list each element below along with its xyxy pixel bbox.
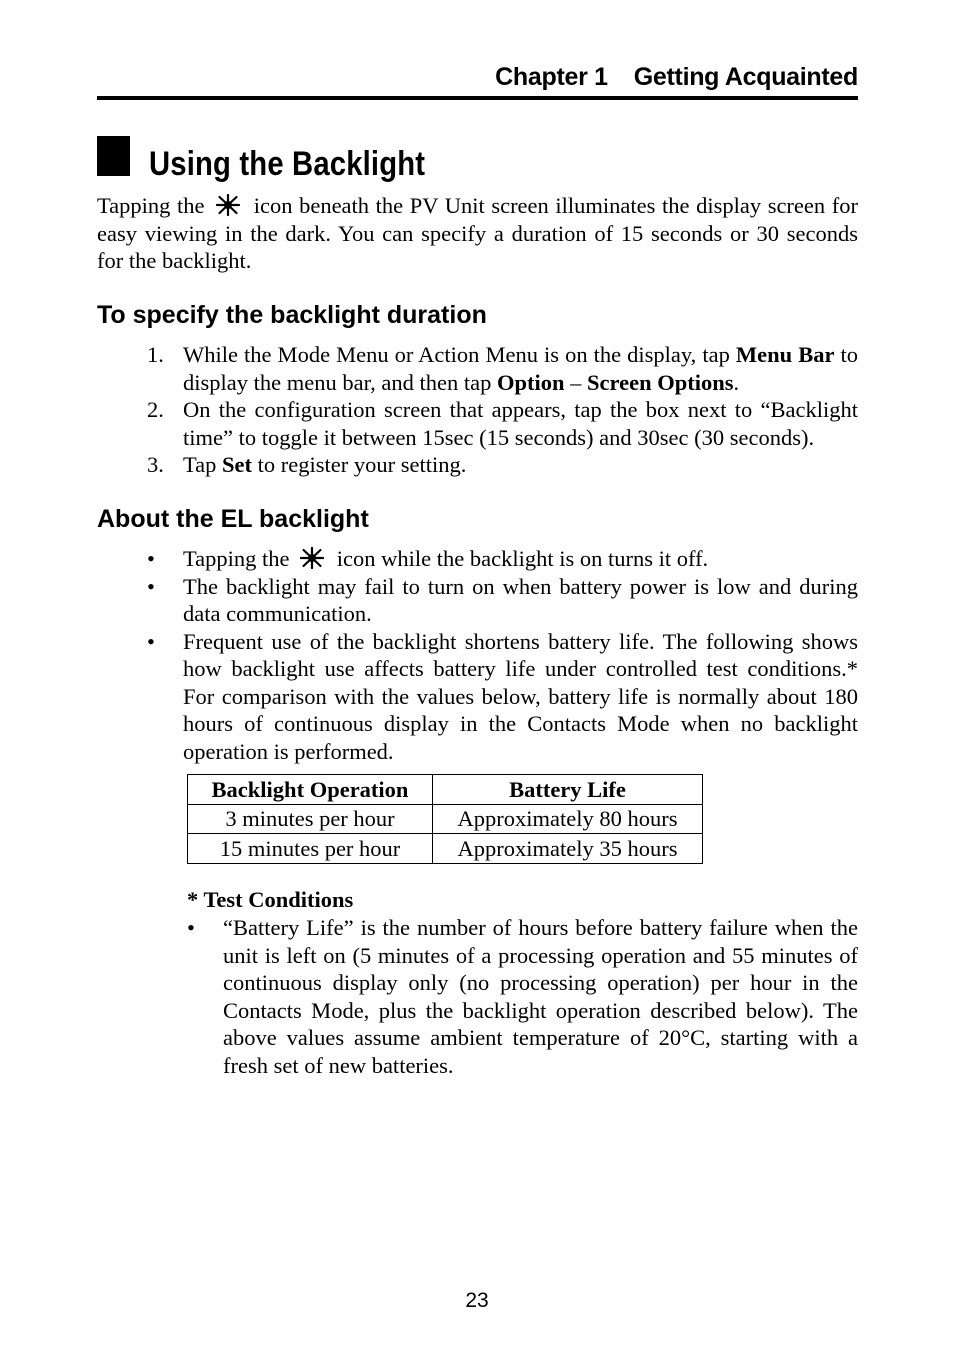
- running-header: [97, 58, 858, 96]
- section-heading-el-backlight: About the EL backlight: [97, 505, 369, 533]
- list-item: 1. While the Mode Menu or Action Menu is on the display, tap Menu Bar to display the menu bar, and then tap Option – Screen Options.: [147, 342, 858, 395]
- set-term: Set: [222, 452, 253, 477]
- el-backlight-bullets: [97, 545, 858, 765]
- bullet-icon: •: [147, 546, 155, 571]
- table-cell: Approximately 35 hours: [433, 834, 703, 864]
- table-cell: 3 minutes per hour: [188, 804, 433, 834]
- menu-bar-term: Menu Bar: [735, 342, 835, 367]
- table-cell: 15 minutes per hour: [188, 834, 433, 864]
- list-item: • “Battery Life” is the number of hours before battery failure when the unit is left on (5 minutes of a processing operation and 55 minutes of continuous display only (no processing operation) per hour in the Contacts Mode, plus the backlight operation described below). The above values assume ambient temperature of 20°C, starting with a fresh set of new batteries.: [187, 915, 858, 1078]
- option-term: Option: [497, 369, 565, 395]
- list-item: 3. Tap Set to register your setting.: [147, 452, 467, 477]
- test-conditions-heading: * Test Conditions: [187, 887, 354, 912]
- test-conditions-list: [187, 914, 858, 1079]
- table-header-row: [188, 775, 703, 805]
- section-marker-block: [97, 136, 130, 176]
- bullet-icon: •: [147, 573, 155, 599]
- list-item: • The backlight may fail to turn on when battery power is low and during data communication.: [147, 573, 858, 626]
- section-heading-duration: To specify the backlight duration: [97, 301, 487, 329]
- list-item: • Tapping the icon while the backlight is on turns it off.: [147, 546, 709, 571]
- intro-paragraph: [97, 192, 858, 275]
- step-number: 2.: [147, 397, 164, 422]
- header-rule: [97, 96, 858, 100]
- screen-options-term: Screen Options: [587, 369, 734, 395]
- page-title: Using the Backlight: [149, 145, 426, 183]
- intro-text-after: icon beneath the PV Unit screen illuminates the display screen for easy viewing in the dark. You can specify a duration of 15 seconds or 30 seconds for the backlight.: [97, 193, 858, 273]
- step-number: 3.: [147, 452, 164, 477]
- table-row: [188, 804, 703, 834]
- list-item: • Frequent use of the backlight shortens battery life. The following shows how backlight use affects battery life under controlled test conditions.* For comparison with the values below, battery life is normally about 180 hours of continuous display in the Contacts Mode when no backlight operation is performed.: [147, 628, 858, 764]
- duration-steps-list: [97, 341, 858, 479]
- list-item: 2. On the configuration screen that appears, tap the box next to “Backlight time” to toggle it between 15sec (15 seconds) and 30sec (30 seconds).: [147, 397, 858, 450]
- intro-text-before: Tapping the: [97, 193, 205, 218]
- table-cell: Approximately 80 hours: [433, 804, 703, 834]
- bullet-icon: •: [187, 915, 195, 940]
- page-number: 23: [465, 1289, 489, 1312]
- column-header: Backlight Operation: [188, 775, 433, 805]
- column-header: Battery Life: [433, 775, 703, 805]
- step-number: 1.: [147, 342, 164, 367]
- bullet-icon: •: [147, 628, 155, 654]
- battery-life-table: [187, 774, 703, 864]
- chapter-title: Getting Acquainted: [633, 63, 858, 91]
- table-row: [188, 834, 703, 864]
- chapter-label: Chapter 1: [495, 63, 608, 91]
- backlight-icon: [299, 547, 325, 569]
- backlight-icon: [215, 194, 241, 216]
